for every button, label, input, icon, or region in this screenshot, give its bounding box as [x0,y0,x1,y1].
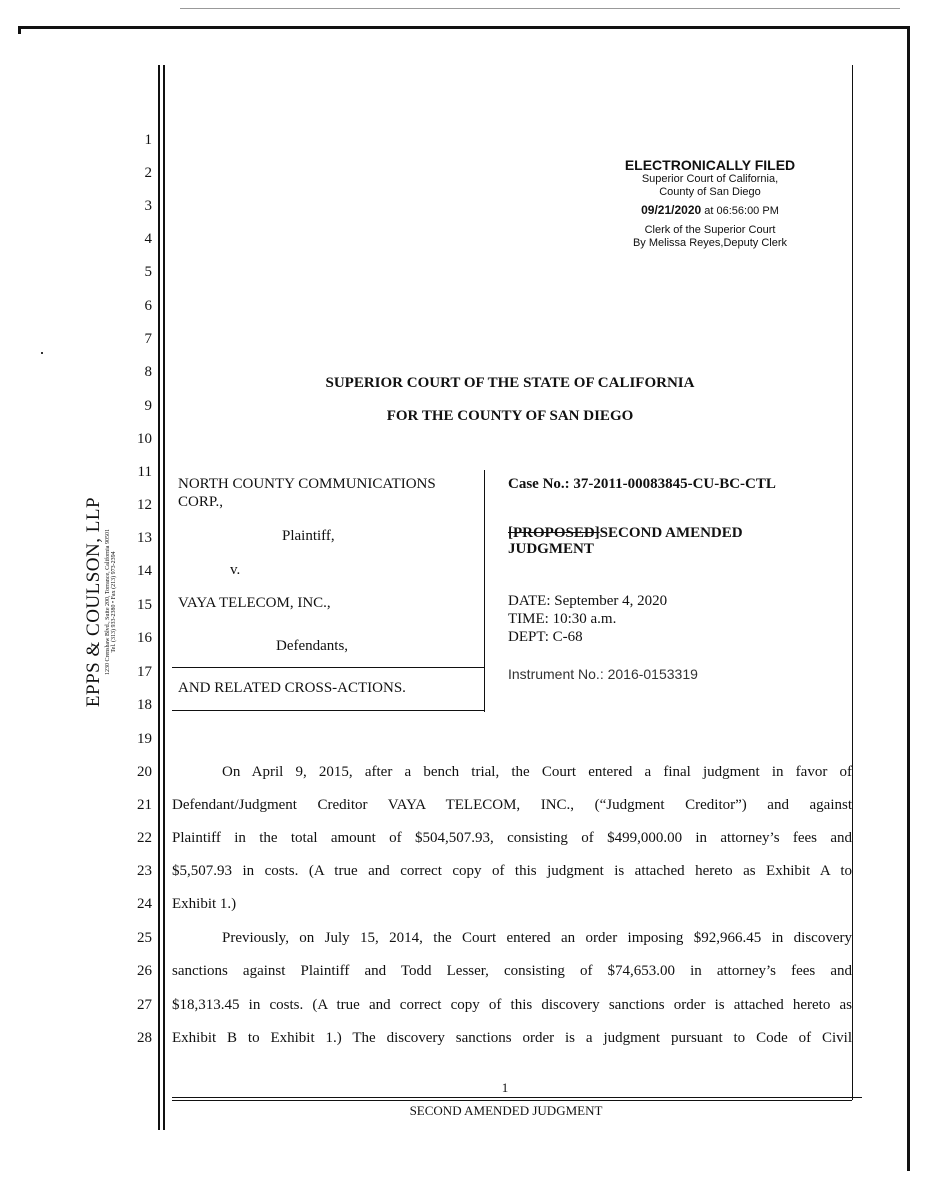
line-number: 25 [137,930,152,946]
instrument-number: Instrument No.: 2016-0153319 [508,666,698,682]
plaintiff-name-2: CORP., [178,494,224,510]
hearing-dept: DEPT: C-68 [508,629,583,645]
line-number: 17 [137,664,152,680]
body-line-23: $5,507.93 in costs. (A true and correct copy of this judgment is attached hereto as Exhibit A to [172,863,852,879]
line-number: 14 [137,563,152,579]
defendant-name: VAYA TELECOM, INC., [178,595,331,611]
plaintiff-role: Plaintiff, [282,528,335,544]
line-number: 3 [144,198,152,214]
line-number: 7 [144,331,152,347]
efile-stamp [560,157,860,249]
related-actions: AND RELATED CROSS-ACTIONS. [178,680,406,696]
document-title-1: SECOND AMENDED [599,525,743,541]
law-firm-margin [83,462,117,742]
hearing-date: DATE: September 4, 2020 [508,593,668,609]
line-number: 5 [144,264,152,280]
line-number: 11 [137,464,152,480]
case-number: 37-2011-00083845-CU-BC-CTL [573,476,776,492]
line-number: 26 [137,963,152,979]
body-line-21: Defendant/Judgment Creditor VAYA TELECOM, INC., (“Judgment Creditor”) and against [172,797,852,813]
line-number: 22 [137,830,152,846]
body-line-26: sanctions against Plaintiff and Todd Lesser, consisting of $74,653.00 in attorney’s fees and [172,963,852,979]
stamp-date: 09/21/2020 [641,203,702,218]
line-number: 10 [137,431,152,447]
document-title-struck: [PROPOSED] [508,525,600,541]
body-line-24: Exhibit 1.) [172,896,237,912]
line-number: 19 [137,731,152,747]
firm-address: 1230 Crenshaw Blvd., Suite 200, Torrance, California 90501 [105,529,111,675]
left-mark [18,26,21,34]
line-number: 13 [137,530,152,546]
left-margin-line-2 [163,65,165,1130]
court-name-line-1: SUPERIOR COURT OF THE STATE OF CALIFORNIA [325,375,695,391]
top-scan-line [180,8,900,9]
stamp-deputy: By Melissa Reyes,Deputy Clerk [632,236,788,249]
left-margin-line-1 [158,65,160,1130]
court-name-line-2: FOR THE COUNTY OF SAN DIEGO [386,408,634,424]
hearing-time: TIME: 10:30 a.m. [508,611,617,627]
footer-rule-1 [172,1097,862,1098]
document-title [508,526,743,558]
stamp-court: Superior Court of California, [641,173,779,186]
stray-dot [41,352,43,354]
line-number: 2 [144,165,152,181]
defendant-role: Defendants, [276,638,349,654]
body-line-27: $18,313.45 in costs. (A true and correct copy of this discovery sanctions order is attached hereto as [172,997,852,1013]
stamp-title: ELECTRONICALLY FILED [624,157,796,173]
line-number: 18 [137,697,152,713]
line-number: 9 [144,398,152,414]
line-number: 16 [137,630,152,646]
caption-divider [484,470,485,712]
right-border [907,26,910,1171]
body-line-22: Plaintiff in the total amount of $504,507.93, consisting of $499,000.00 in attorney’s fees and [172,830,852,846]
versus: v. [230,562,241,578]
body-line-20: On April 9, 2015, after a bench trial, the Court entered a final judgment in favor of [222,764,852,780]
page-number: 1 [501,1080,509,1095]
line-number: 21 [137,797,152,813]
plaintiff-name-1: NORTH COUNTY COMMUNICATIONS [178,476,436,492]
body-line-25: Previously, on July 15, 2014, the Court entered an order imposing $92,966.45 in discovery [222,930,852,946]
line-number: 28 [137,1030,152,1046]
line-number: 8 [144,364,152,380]
caption-line-bottom [172,710,484,711]
case-number-line [508,476,776,493]
stamp-county: County of San Diego [659,185,761,198]
line-number: 23 [137,863,152,879]
top-border [18,26,910,29]
body-line-28: Exhibit B to Exhibit 1.) The discovery sanctions order is a judgment pursuant to Code of Civil [172,1030,852,1046]
line-number: 27 [137,997,152,1013]
line-number: 20 [137,764,152,780]
line-number: 1 [144,132,152,148]
stamp-time: at 06:56:00 PM [704,205,779,218]
line-number: 6 [144,298,152,314]
stamp-datetime [560,204,860,218]
footer-rule-2 [172,1100,852,1101]
document-title-2: JUDGMENT [508,540,594,557]
line-number: 24 [137,896,152,912]
stamp-clerk: Clerk of the Superior Court [644,224,776,237]
line-number: 4 [144,231,152,247]
footer-title: SECOND AMENDED JUDGMENT [409,1103,603,1118]
line-number: 12 [137,497,152,513]
line-number: 15 [137,597,152,613]
firm-phone: Tel. (313) 933-2380 • Fax (213) 973-2394 [111,551,117,653]
case-label: Case No.: [508,476,570,492]
firm-name: EPPS & COULSON, LLP [83,496,104,708]
caption-line-mid [172,667,484,668]
